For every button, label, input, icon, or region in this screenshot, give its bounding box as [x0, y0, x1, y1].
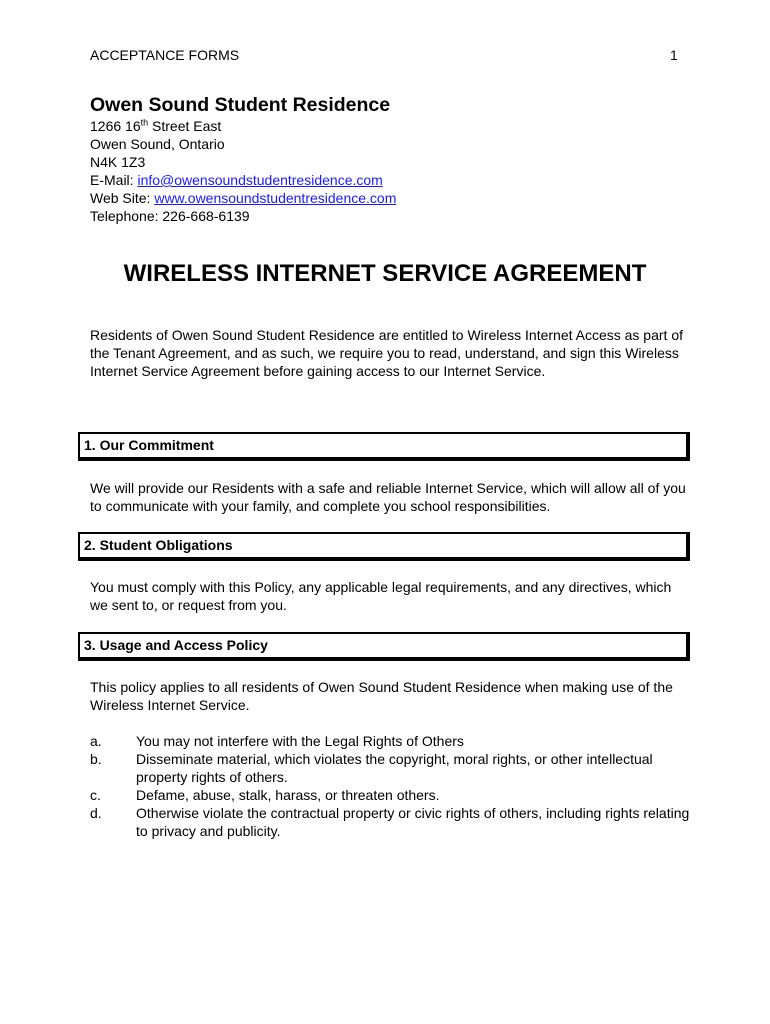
list-item-letter: c.	[90, 787, 101, 803]
list-item-letter: d.	[90, 805, 102, 821]
section-heading-obligations	[78, 532, 690, 561]
organization-name: Owen Sound Student Residence	[90, 94, 391, 116]
list-item-text: Defame, abuse, stalk, harass, or threaten others.	[136, 787, 440, 803]
street-name: Street East	[148, 118, 222, 134]
address-city: Owen Sound, Ontario	[90, 136, 225, 152]
section-heading-commitment	[78, 432, 690, 461]
website-link[interactable]: www.owensoundstudentresidence.com	[154, 190, 397, 206]
website-line	[90, 189, 396, 207]
page-number: 1	[670, 47, 678, 63]
telephone-line: Telephone: 226-668-6139	[90, 208, 250, 224]
list-item-text: You may not interfere with the Legal Rights of Others	[136, 733, 464, 749]
list-item-text: Otherwise violate the contractual property or civic rights of others, including rights relating to privacy and publicity.	[136, 805, 690, 839]
section-heading-usage	[78, 632, 690, 661]
website-label: Web Site:	[90, 190, 155, 206]
section-body-obligations: You must comply with this Policy, any applicable legal requirements, and any directives, which we sent to, or request from you.	[90, 579, 672, 613]
email-line	[90, 171, 383, 189]
section-heading-text: 1. Our Commitment	[84, 437, 214, 453]
document-title: WIRELESS INTERNET SERVICE AGREEMENT	[123, 260, 647, 287]
list-item-letter: b.	[90, 751, 102, 767]
address-postal: N4K 1Z3	[90, 154, 146, 170]
street-ordinal: th	[140, 117, 149, 128]
running-header: ACCEPTANCE FORMS	[90, 47, 240, 63]
section-heading-text: 3. Usage and Access Policy	[84, 637, 268, 653]
email-label: E-Mail:	[90, 172, 138, 188]
address-street	[90, 117, 221, 135]
street-number: 1266 16	[90, 118, 141, 134]
section-body-commitment: We will provide our Residents with a safe and reliable Internet Service, which will allow all of you to communicate with your family, and complete you school responsibilities.	[90, 480, 686, 514]
section-body-usage: This policy applies to all residents of Owen Sound Student Residence when making use of the Wireless Internet Service.	[90, 679, 673, 713]
email-link[interactable]: info@owensoundstudentresidence.com	[137, 172, 383, 188]
intro-paragraph: Residents of Owen Sound Student Residence are entitled to Wireless Internet Access as part of the Tenant Agreement, and as such, we require you to read, understand, and sign this Wireless Internet Service Agreement before gaining access to our Internet Service.	[90, 327, 683, 379]
list-item-text: Disseminate material, which violates the copyright, moral rights, or other intellectual property rights of others.	[136, 751, 653, 785]
section-heading-text: 2. Student Obligations	[84, 537, 233, 553]
list-item-letter: a.	[90, 733, 102, 749]
